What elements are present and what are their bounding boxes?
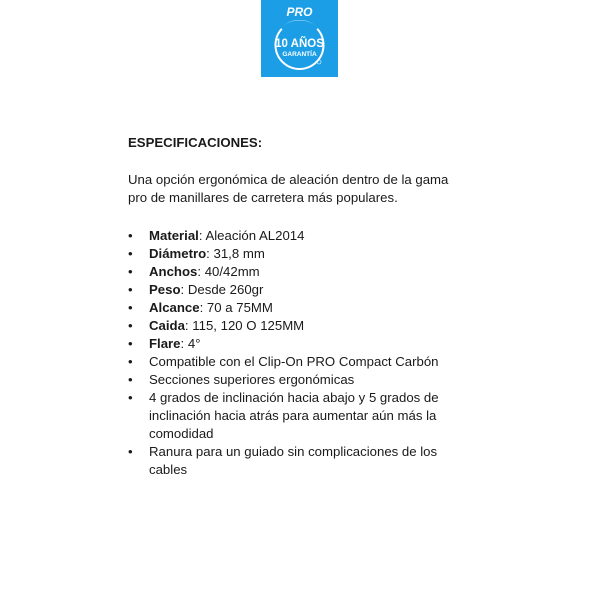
bullet-glyph: • (128, 246, 133, 261)
spec-key: Anchos (149, 264, 198, 279)
bullet-glyph: • (128, 282, 133, 297)
feature-text: Compatible con el Clip-On PRO Compact Carbón (149, 354, 439, 369)
spec-sep: : (198, 228, 203, 243)
feature-text: Secciones superiores ergonómicas (149, 372, 355, 387)
bullet-glyph: • (128, 444, 133, 459)
spec-sep: : (206, 246, 210, 261)
feature-item (128, 353, 458, 371)
bullet-glyph: • (128, 300, 133, 315)
spec-value: 40/42mm (201, 264, 260, 279)
bullet-glyph: • (128, 372, 133, 387)
spec-value: Desde 260gr (184, 282, 264, 297)
feature-item (128, 443, 458, 479)
spec-item-peso (128, 281, 458, 299)
spec-sep: : (180, 282, 185, 297)
feature-text: Ranura para un guiado sin complicaciones de los cables (149, 444, 438, 477)
intro-paragraph: Una opción ergonómica de aleación dentro de la gama pro de manillares de carretera más populares. (128, 172, 449, 205)
bullet-glyph: • (128, 228, 133, 243)
spec-sheet (128, 134, 458, 479)
spec-item-anchos (128, 263, 458, 281)
spec-key: Flare (149, 336, 181, 351)
spec-sep: : (184, 318, 189, 333)
bullet-glyph: • (128, 354, 133, 369)
feature-item (128, 371, 458, 389)
spec-key: Peso (149, 282, 181, 297)
spec-list (128, 227, 458, 479)
bullet-glyph: • (128, 318, 133, 333)
spec-heading: ESPECIFICACIONES: (128, 135, 263, 150)
bullet-glyph: • (128, 264, 133, 279)
spec-sep: : (197, 264, 202, 279)
spec-item-flare (128, 335, 458, 353)
spec-value: 31,8 mm (209, 246, 265, 261)
feature-item (128, 389, 458, 443)
spec-sep: : (180, 336, 185, 351)
warranty-badge-graphic (261, 0, 338, 77)
warranty-badge (261, 0, 338, 77)
spec-item-caida (128, 317, 458, 335)
spec-item-material (128, 227, 458, 245)
spec-key: Caida (149, 318, 185, 333)
bullet-glyph: • (128, 390, 133, 405)
spec-item-diametro (128, 245, 458, 263)
feature-text: 4 grados de inclinación hacia abajo y 5 grados de inclinación hacia atrás para aumentar aún más la comodidad (149, 390, 439, 441)
spec-value: 4° (184, 336, 201, 351)
spec-value: 115, 120 O 125MM (188, 318, 305, 333)
spec-key: Diámetro (149, 246, 207, 261)
spec-item-alcance (128, 299, 458, 317)
spec-key: Material (149, 228, 199, 243)
spec-sep: : (199, 300, 204, 315)
spec-value: 70 a 75MM (203, 300, 273, 315)
badge-warranty: GARANTÍA (282, 51, 317, 58)
bullet-glyph: • (128, 336, 133, 351)
spec-value: Aleación AL2014 (202, 228, 305, 243)
badge-brand: PRO (286, 5, 313, 19)
spec-key: Alcance (149, 300, 200, 315)
badge-years: 10 AÑOS (275, 38, 324, 50)
